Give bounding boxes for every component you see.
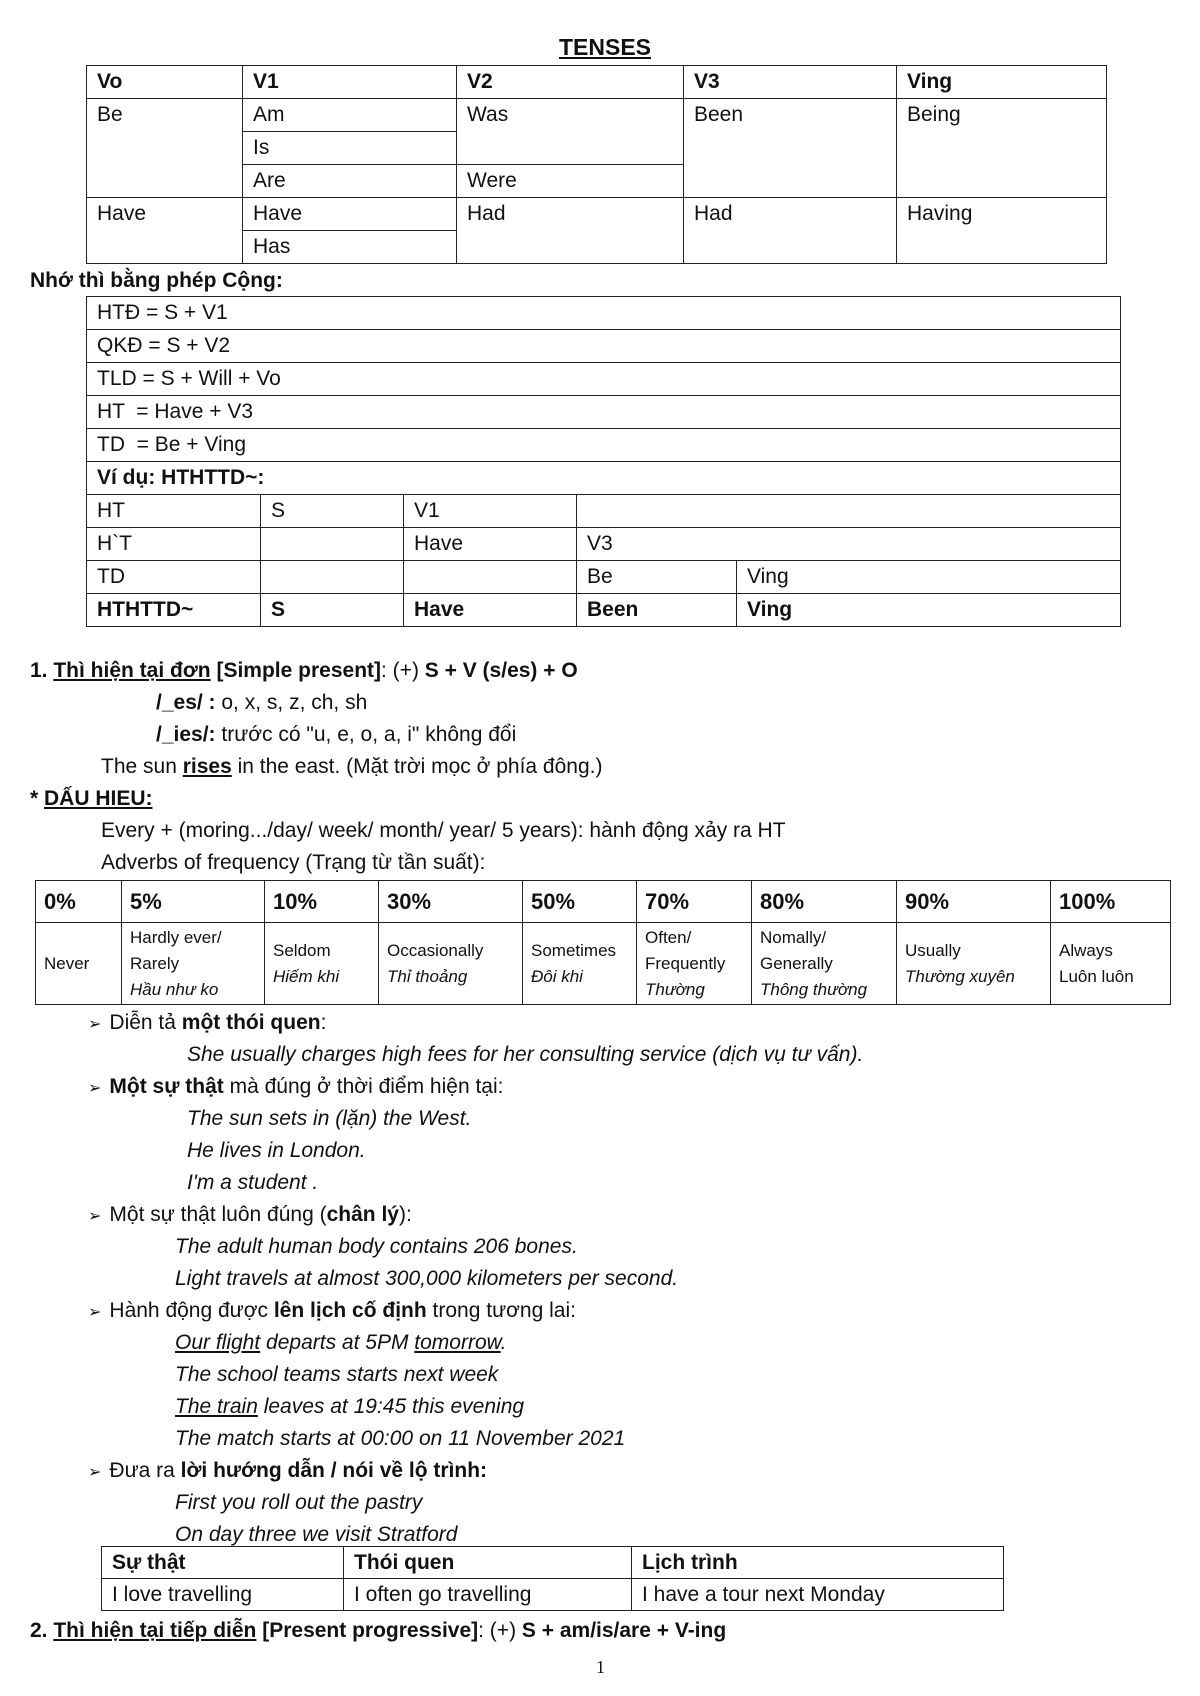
underlined-text: The train [175, 1395, 258, 1418]
arrow-bullet-icon: ➢ [88, 1208, 102, 1225]
summary-header: Thói quen [344, 1547, 632, 1579]
example-cell [577, 495, 1121, 528]
use-text: ): [398, 1203, 412, 1226]
formula-ht: HT = Have + V3 [87, 396, 1121, 429]
freq-pct: 90% [897, 881, 1051, 923]
use-text: Đưa ra [109, 1459, 181, 1482]
signs-every: Every + (moring.../day/ week/ month/ year/ 5 years): hành động xảy ra HT [101, 819, 786, 842]
cell-am: Am [243, 99, 457, 132]
use-bold: lên lịch cố định [273, 1299, 427, 1322]
summary-cell: I often go travelling [344, 1579, 632, 1611]
es-label: /_es/ : [156, 691, 216, 714]
section-2-heading [30, 1620, 726, 1641]
example-post: in the east. (Mặt trời mọc ở phía đông.) [231, 755, 603, 778]
example-cell: Be [577, 561, 737, 594]
freq-adverb [1051, 923, 1171, 1005]
frequency-table [35, 880, 1171, 1005]
arrow-bullet-icon: ➢ [88, 1080, 102, 1097]
adverb-line: Frequently [645, 953, 726, 973]
fact-example: I'm a student . [187, 1171, 319, 1194]
section-name-en: [Simple present] [216, 659, 382, 682]
adverb-line: Always [1059, 940, 1113, 960]
freq-pct: 50% [523, 881, 637, 923]
header-v2: V2 [457, 66, 684, 99]
guide-example: On day three we visit Stratford [175, 1523, 458, 1546]
section-name-vi: Thì hiện tại tiếp diễn [53, 1619, 257, 1642]
example-cell: V1 [404, 495, 577, 528]
adverb-line: Generally [760, 953, 833, 973]
arrow-bullet-icon: ➢ [88, 1016, 102, 1033]
ies-rule [156, 724, 516, 745]
use-text: Hành động được [109, 1299, 274, 1322]
example-cell: Have [404, 528, 577, 561]
formula-table [86, 296, 1121, 627]
formula-htd: HTĐ = S + V1 [87, 297, 1121, 330]
cell-has: Has [243, 231, 457, 264]
adverb-meaning: Thông thường [760, 979, 868, 999]
fact-example: The sun sets in (lặn) the West. [187, 1107, 472, 1130]
cell-were: Were [457, 165, 684, 198]
truth-example: Light travels at almost 300,000 kilometers per second. [175, 1267, 679, 1290]
verb-forms-table [86, 65, 1107, 264]
section-1-heading [30, 660, 578, 681]
freq-adverb [122, 923, 265, 1005]
section-formula: S + V (s/es) + O [424, 659, 578, 682]
use-guide [88, 1460, 487, 1481]
adverb-line: Often/ [645, 927, 692, 947]
example-cell: Ving [737, 561, 1121, 594]
example-cell: S [261, 594, 404, 627]
signs-heading [30, 788, 153, 809]
cell-be: Be [87, 99, 243, 198]
formula-qkd: QKĐ = S + V2 [87, 330, 1121, 363]
signs-title: DẤU HIEU: [44, 787, 153, 810]
freq-pct: 0% [36, 881, 122, 923]
adverb-line: Usually [905, 940, 961, 960]
formula-td: TD = Be + Ving [87, 429, 1121, 462]
use-text: mà đúng ở thời điểm hiện tại: [223, 1075, 504, 1098]
use-bold: chân lý [326, 1203, 399, 1226]
adverb-meaning: Thỉ thoảng [387, 966, 468, 986]
use-bold: Một sự thật [109, 1075, 224, 1098]
freq-pct: 100% [1051, 881, 1171, 923]
freq-adverb [637, 923, 752, 1005]
formula-tld: TLD = S + Will + Vo [87, 363, 1121, 396]
remember-heading: Nhớ thì bằng phép Cộng: [30, 269, 283, 292]
freq-adverb [523, 923, 637, 1005]
example-cell: Been [577, 594, 737, 627]
use-habit [88, 1012, 326, 1033]
example-text: leaves at 19:45 this evening [257, 1395, 525, 1418]
cell-having: Having [897, 198, 1107, 264]
use-bold: một thói quen [181, 1011, 321, 1034]
ies-text: trước có "u, e, o, a, i" không đổi [215, 723, 517, 746]
cell-was: Was [457, 99, 684, 165]
example-cell [261, 561, 404, 594]
cell-are: Are [243, 165, 457, 198]
example-cell: TD [87, 561, 261, 594]
guide-example: First you roll out the pastry [175, 1491, 423, 1514]
section-name-en: [Present progressive] [262, 1619, 479, 1642]
adverb-meaning: Hầu như ko [130, 979, 219, 999]
adverb-line: Occasionally [387, 940, 484, 960]
cell-had-v2: Had [457, 198, 684, 264]
summary-cell: I love travelling [102, 1579, 344, 1611]
adverb-line: Hardly ever/ [130, 927, 222, 947]
underlined-text: Our flight [175, 1331, 261, 1354]
adverb-line: Never [44, 953, 90, 973]
cell-is: Is [243, 132, 457, 165]
freq-pct: 80% [752, 881, 897, 923]
summary-header: Lịch trình [632, 1547, 1004, 1579]
summary-cell: I have a tour next Monday [632, 1579, 1004, 1611]
formula-prefix: : (+) [381, 659, 425, 682]
schedule-example [175, 1396, 524, 1417]
header-ving: Ving [897, 66, 1107, 99]
example-cell: S [261, 495, 404, 528]
cell-have-v1: Have [243, 198, 457, 231]
cell-had-v3: Had [684, 198, 897, 264]
adverb-meaning: Đôi khi [531, 966, 583, 986]
fact-example: He lives in London. [187, 1139, 366, 1162]
example-verb: rises [182, 755, 232, 778]
example-cell: V3 [577, 528, 1121, 561]
section-number: 1. [30, 659, 48, 682]
schedule-example [175, 1332, 506, 1353]
adverb-line: Nomally/ [760, 927, 827, 947]
example-cell: Have [404, 594, 577, 627]
freq-adverb [379, 923, 523, 1005]
example-cell: HTHTTD~ [87, 594, 261, 627]
arrow-bullet-icon: ➢ [88, 1304, 102, 1321]
section-formula: S + am/is/are + V-ing [521, 1619, 727, 1642]
use-bold: lời hướng dẫn / nói về lộ trình: [180, 1459, 488, 1482]
habit-example: She usually charges high fees for her consulting service (dịch vụ tư vấn). [187, 1043, 864, 1066]
freq-adverb [36, 923, 122, 1005]
adverb-meaning: Hiếm khi [273, 966, 340, 986]
schedule-example: The school teams starts next week [175, 1363, 499, 1386]
freq-adverb [897, 923, 1051, 1005]
formula-prefix: : (+) [478, 1619, 522, 1642]
header-vo: Vo [87, 66, 243, 99]
header-v3: V3 [684, 66, 897, 99]
adverb-meaning: Thường [645, 979, 705, 999]
ies-label: /_ies/: [156, 723, 216, 746]
example-text: departs at 5PM [260, 1331, 415, 1354]
use-text: Diễn tả [109, 1011, 182, 1034]
summary-header: Sự thật [102, 1547, 344, 1579]
example-cell: H`T [87, 528, 261, 561]
freq-pct: 30% [379, 881, 523, 923]
use-schedule [88, 1300, 576, 1321]
adverb-line: Seldom [273, 940, 331, 960]
signs-star: * [30, 787, 45, 810]
adverb-meaning: Thường xuyên [905, 966, 1015, 986]
signs-adverbs: Adverbs of frequency (Trạng từ tần suất): [101, 851, 486, 874]
adverb-line: Rarely [130, 953, 180, 973]
header-v1: V1 [243, 66, 457, 99]
use-text: Một sự thật luôn đúng ( [109, 1203, 327, 1226]
example-cell: HT [87, 495, 261, 528]
section-number: 2. [30, 1619, 48, 1642]
adverb-line: Sometimes [531, 940, 617, 960]
use-text: : [320, 1011, 327, 1034]
use-truth [88, 1204, 412, 1225]
freq-adverb [265, 923, 379, 1005]
page-title: TENSES [559, 34, 652, 60]
use-text: trong tương lai: [426, 1299, 576, 1322]
summary-table [101, 1546, 1004, 1611]
example-pre: The sun [101, 755, 183, 778]
section-name-vi: Thì hiện tại đơn [53, 659, 211, 682]
use-fact [88, 1076, 503, 1097]
arrow-bullet-icon: ➢ [88, 1464, 102, 1481]
freq-pct: 5% [122, 881, 265, 923]
freq-adverb [752, 923, 897, 1005]
example-cell [404, 561, 577, 594]
adverb-line: Luôn luôn [1059, 966, 1134, 986]
example-cell: Ving [737, 594, 1121, 627]
underlined-text: tomorrow [414, 1331, 501, 1354]
section-1-example [101, 756, 602, 777]
freq-pct: 70% [637, 881, 752, 923]
cell-have: Have [87, 198, 243, 264]
freq-pct: 10% [265, 881, 379, 923]
es-text: o, x, s, z, ch, sh [215, 691, 368, 714]
schedule-example: The match starts at 00:00 on 11 November 2021 [175, 1427, 626, 1450]
es-rule [156, 692, 367, 713]
cell-being: Being [897, 99, 1107, 198]
example-cell [261, 528, 404, 561]
truth-example: The adult human body contains 206 bones. [175, 1235, 578, 1258]
cell-been: Been [684, 99, 897, 198]
example-label: Ví dụ: HTHTTD~: [87, 462, 1121, 495]
page-number: 1 [596, 1657, 605, 1677]
example-text: . [500, 1331, 507, 1354]
